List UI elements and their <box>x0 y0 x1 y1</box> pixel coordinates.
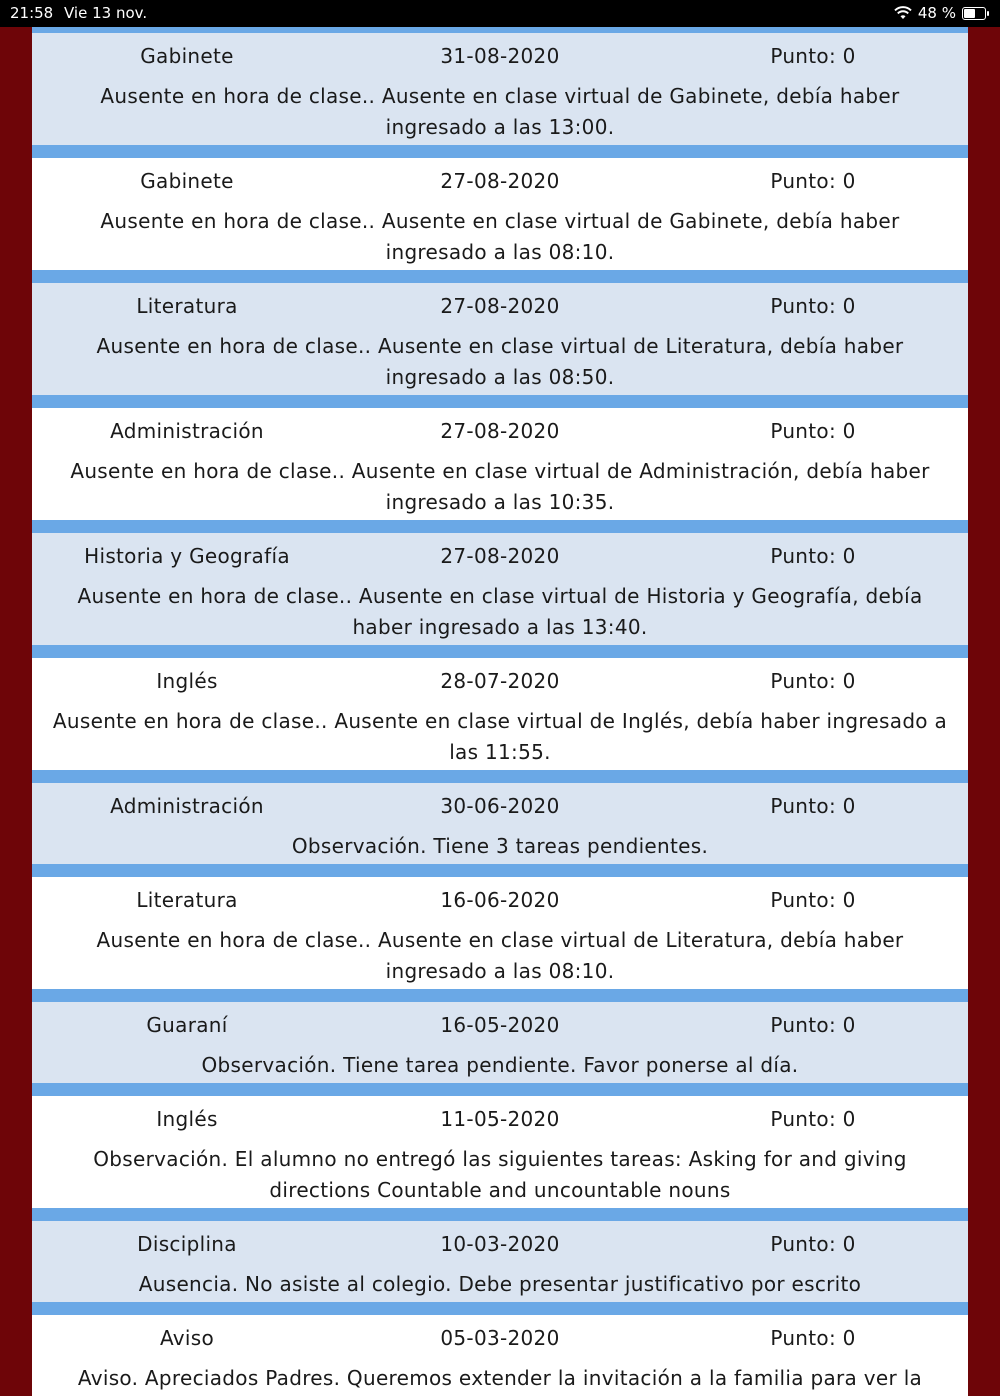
record-points: Punto: 0 <box>770 1326 856 1350</box>
battery-percent: 48 % <box>917 4 956 22</box>
record-subject: Gabinete <box>140 169 234 193</box>
record-row <box>32 520 968 645</box>
record-date: 27-08-2020 <box>440 294 560 318</box>
record-points: Punto: 0 <box>770 669 856 693</box>
record-description: Observación. El alumno no entregó las siguientes tareas: Asking for and giving directions Countable and uncountable nouns <box>93 1147 907 1202</box>
record-date: 28-07-2020 <box>440 669 560 693</box>
record-row <box>32 645 968 770</box>
record-subject: Administración <box>110 794 264 818</box>
record-row <box>32 989 968 1083</box>
record-subject: Literatura <box>136 888 238 912</box>
record-row <box>32 1083 968 1208</box>
record-date: 16-05-2020 <box>440 1013 560 1037</box>
record-subject: Literatura <box>136 294 238 318</box>
record-description: Ausente en hora de clase.. Ausente en clase virtual de Inglés, debía haber ingresado a las 11:55. <box>52 709 948 764</box>
record-description: Ausente en hora de clase.. Ausente en clase virtual de Administración, debía haber ingresado a las 10:35. <box>70 459 930 514</box>
record-description: Ausente en hora de clase.. Ausente en clase virtual de Literatura, debía haber ingresado a las 08:10. <box>96 928 904 983</box>
status-right <box>894 4 986 22</box>
record-row <box>32 395 968 520</box>
battery-icon <box>962 7 986 20</box>
record-description: Observación. Tiene 3 tareas pendientes. <box>291 834 709 858</box>
status-date: Vie 13 nov. <box>64 4 148 22</box>
record-subject: Gabinete <box>140 44 234 68</box>
record-description: Ausente en hora de clase.. Ausente en clase virtual de Historia y Geografía, debía haber ingresado a las 13:40. <box>77 584 923 639</box>
record-points: Punto: 0 <box>770 1107 856 1131</box>
record-points: Punto: 0 <box>770 419 856 443</box>
record-date: 16-06-2020 <box>440 888 560 912</box>
record-points: Punto: 0 <box>770 1232 856 1256</box>
records-list[interactable] <box>32 27 968 1390</box>
record-points: Punto: 0 <box>770 169 856 193</box>
record-description: Ausente en hora de clase.. Ausente en clase virtual de Gabinete, debía haber ingresado a las 13:00. <box>100 84 900 139</box>
record-points: Punto: 0 <box>770 1013 856 1037</box>
record-points: Punto: 0 <box>770 294 856 318</box>
record-subject: Disciplina <box>137 1232 237 1256</box>
record-date: 27-08-2020 <box>440 419 560 443</box>
record-date: 30-06-2020 <box>440 794 560 818</box>
record-date: 27-08-2020 <box>440 544 560 568</box>
record-subject: Historia y Geografía <box>84 544 290 568</box>
record-subject: Administración <box>110 419 264 443</box>
record-description: Aviso. Apreciados Padres. Queremos extender la invitación a la familia para ver la <box>77 1366 923 1390</box>
record-date: 31-08-2020 <box>440 44 560 68</box>
record-description: Ausente en hora de clase.. Ausente en clase virtual de Literatura, debía haber ingresado a las 08:50. <box>96 334 904 389</box>
wifi-icon <box>894 6 912 20</box>
record-subject: Aviso <box>159 1326 215 1350</box>
record-row <box>32 1302 968 1396</box>
record-row <box>32 270 968 395</box>
record-date: 27-08-2020 <box>440 169 560 193</box>
record-row <box>32 145 968 270</box>
record-row <box>32 27 968 145</box>
record-subject: Inglés <box>156 1107 218 1131</box>
record-row <box>32 864 968 989</box>
record-date: 11-05-2020 <box>440 1107 560 1131</box>
record-row <box>32 1208 968 1302</box>
record-points: Punto: 0 <box>770 44 856 68</box>
record-points: Punto: 0 <box>770 888 856 912</box>
record-row <box>32 770 968 864</box>
record-points: Punto: 0 <box>770 794 856 818</box>
record-date: 10-03-2020 <box>440 1232 560 1256</box>
status-time: 21:58 <box>10 4 54 22</box>
record-date: 05-03-2020 <box>440 1326 560 1350</box>
record-subject: Inglés <box>156 669 218 693</box>
record-points: Punto: 0 <box>770 544 856 568</box>
record-description: Ausente en hora de clase.. Ausente en clase virtual de Gabinete, debía haber ingresado a las 08:10. <box>100 209 900 264</box>
record-description: Observación. Tiene tarea pendiente. Favor ponerse al día. <box>201 1053 799 1077</box>
record-description: Ausencia. No asiste al colegio. Debe presentar justificativo por escrito <box>138 1272 862 1296</box>
status-bar <box>0 0 1000 27</box>
record-subject: Guaraní <box>146 1013 228 1037</box>
